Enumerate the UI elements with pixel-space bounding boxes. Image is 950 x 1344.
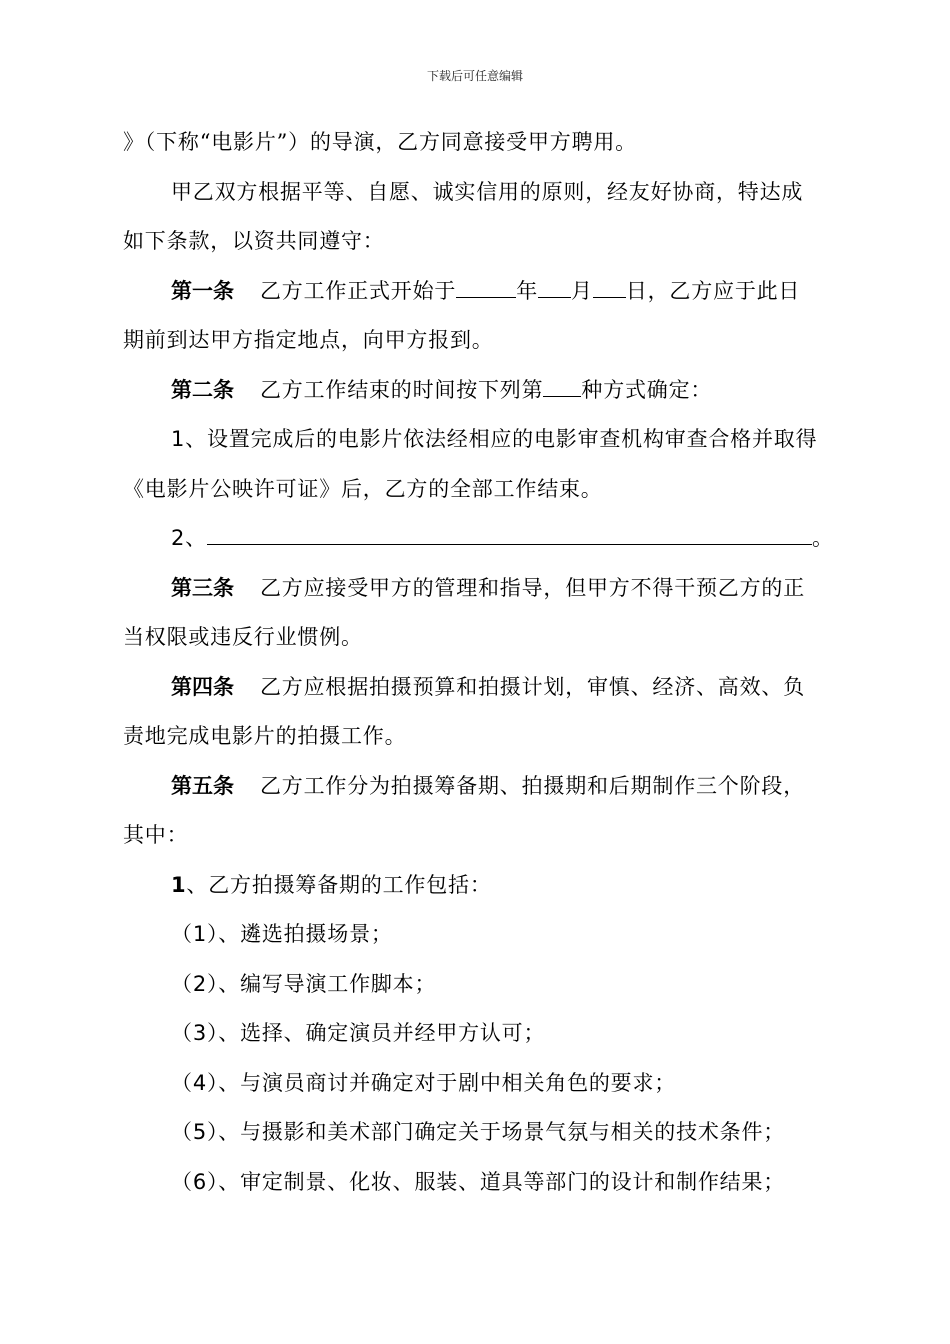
paragraph-principle-line1: 甲乙双方根据平等、自愿、诚实信用的原则，经友好协商，特达成 [171,179,804,204]
article-5-line2: 其中： [123,823,189,847]
sub-item-open: （ [171,1120,193,1144]
sub-item-open: （ [171,922,193,946]
article-2 [123,366,828,416]
sub-item-open: （ [171,1169,193,1194]
choice-blank[interactable] [543,374,581,397]
sub-item-number: 2 [192,971,207,996]
article-4-title: 第四条 [171,674,234,699]
sub-item-text: ）、与摄影和美术部门确定关于场景气氛与相关的技术条件； [206,1120,786,1144]
sub-item-text: ）、选择、确定演员并经甲方认可； [206,1021,546,1045]
sub-item-text: ）、与演员商讨并确定对于剧中相关角色的要求； [206,1070,677,1095]
sub-item-text: ）、编写导演工作脚本； [206,971,437,996]
article-3-text: 乙方应接受甲方的管理和指导，但甲方不得干预乙方的正 [260,575,805,600]
document-body [123,118,834,1207]
sub-item-text: ）、遴选拍摄场景； [206,922,393,946]
month-label: 月 [571,278,593,303]
item-separator: 、 [185,526,207,550]
sub-item [123,960,828,1010]
article-2-item-2 [123,514,834,564]
item-text: 、乙方拍摄筹备期的工作包括： [186,872,492,897]
sub-item [123,910,828,960]
sub-item-open: （ [171,1021,193,1045]
sub-item [123,1158,828,1208]
article-1-title: 第一条 [171,278,234,303]
article-2-title: 第二条 [171,377,234,402]
article-5-title: 第五条 [171,773,234,798]
article-1 [123,267,828,317]
sub-item-number: 1 [192,922,207,946]
article-3-line2: 当权限或违反行业惯例。 [123,625,363,649]
other-method-blank[interactable] [207,522,812,545]
article-5-text: 乙方工作分为拍摄筹备期、拍摄期和后期制作三个阶段， [260,773,805,798]
article-2-text-a: 乙方工作结束的时间按下列第 [260,377,544,402]
article-4-text: 乙方应根据拍摄预算和拍摄计划，审慎、经济、高效、负 [260,674,805,699]
sub-item-number: 5 [192,1120,207,1144]
article-3-title: 第三条 [171,575,234,600]
article-2-text-b: 种方式确定： [581,377,713,402]
sub-item-text: ）、审定制景、化妆、服装、道具等部门的设计和制作结果； [206,1169,786,1194]
article-3 [123,564,828,614]
paragraph-principle-line2: 如下条款，以资共同遵守： [123,229,385,253]
sub-item-number: 4 [192,1070,207,1095]
article-5 [123,762,828,812]
article-2-item-1-line2: 《电影片公映许可证》后，乙方的全部工作结束。 [123,476,603,501]
year-label: 年 [516,278,539,303]
sub-item [123,1108,828,1158]
day-label: 日，乙方应于此日 [625,278,801,303]
article-4 [123,663,828,713]
item-end: 。 [811,526,834,550]
article-1-text: 乙方工作正式开始于 [260,278,457,303]
page-header: 下载后可任意编辑 [426,69,523,83]
paragraph-intro: 》（下称“电影片”）的导演，乙方同意接受甲方聘用。 [123,130,637,154]
article-4-line2: 责地完成电影片的拍摄工作。 [123,724,407,748]
item-text: 、设置完成后的电影片依法经相应的电影审查机构审查合格并取得 [185,427,818,451]
article-2-item-1 [123,415,828,465]
item-number: 1 [171,872,187,897]
item-number: 1 [171,427,186,451]
sub-item-open: （ [171,971,193,996]
article-5-item-1 [123,861,828,911]
day-blank[interactable] [593,275,626,298]
year-blank[interactable] [456,275,516,298]
article-1-line2: 期前到达甲方指定地点，向甲方报到。 [123,328,494,352]
sub-item [123,1059,828,1109]
sub-item [123,1009,828,1059]
sub-item-number: 6 [192,1169,207,1194]
item-number: 2 [171,526,186,550]
sub-item-open: （ [171,1070,193,1095]
month-blank[interactable] [538,275,571,298]
sub-item-number: 3 [192,1021,207,1045]
